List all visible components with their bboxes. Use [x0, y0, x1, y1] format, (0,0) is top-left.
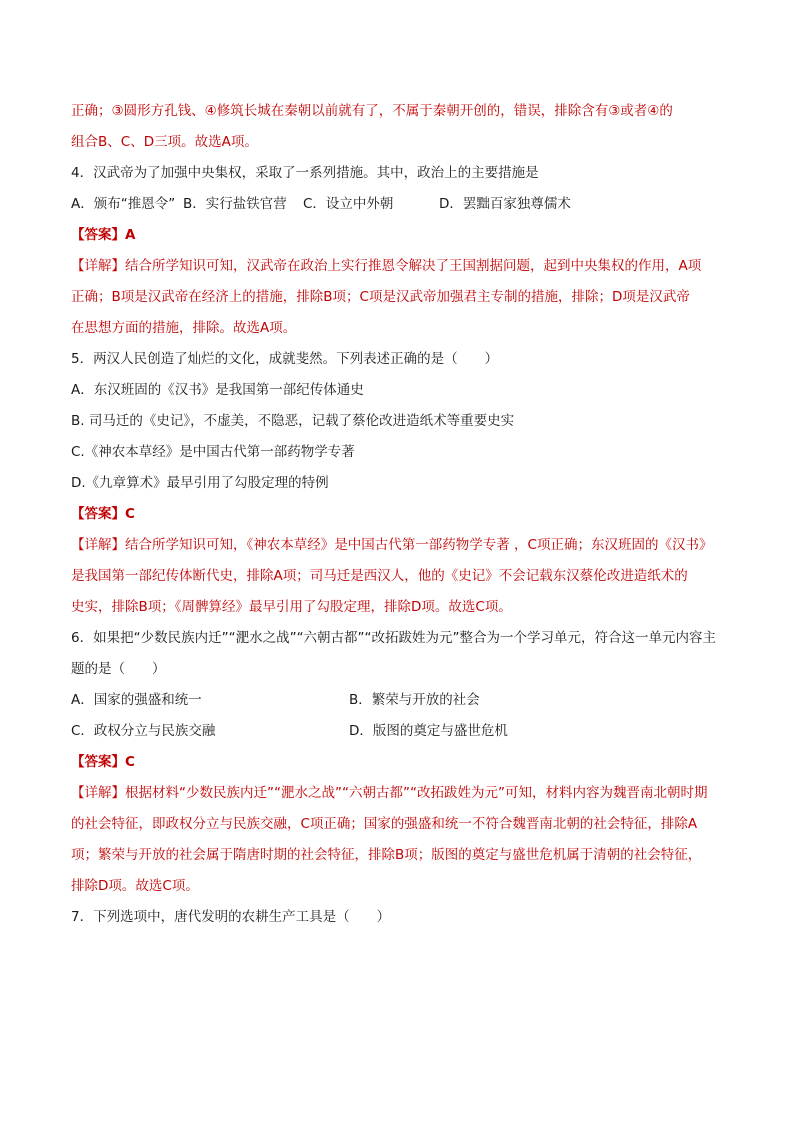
prev-analysis-line-2: 组合B、C、D三项。故选A项。 — [71, 134, 258, 150]
question-6-answer: 【答案】C — [71, 754, 135, 770]
question-5-option-a: A．东汉班固的《汉书》是我国第一部纪传体通史 — [71, 382, 364, 398]
question-4-option-c: C．设立中外朝 — [303, 196, 394, 212]
question-5-stem: 5．两汉人民创造了灿烂的文化，成就斐然。下列表述正确的是（ ） — [71, 351, 499, 367]
question-6-analysis-line-1: 【详解】根据材料“少数民族内迁”“淝水之战”“六朝古都”“改拓跋姓为元”可知，材料内容为魏晋南北朝时期 — [71, 785, 708, 801]
question-6-analysis-line-3: 项；繁荣与开放的社会属于隋唐时期的社会特征，排除B项；版图的奠定与盛世危机属于清朝的社会特征， — [71, 847, 702, 863]
question-6-stem-line-1: 6．如果把“少数民族内迁”“淝水之战”“六朝古都”“改拓跋姓为元”整合为一个学习单元，符合这一单元内容主 — [71, 630, 717, 646]
question-5-option-c: C.《神农本草经》是中国古代第一部药物学专著 — [71, 444, 355, 460]
question-5-option-d: D.《九章算术》最早引用了勾股定理的特例 — [71, 475, 329, 491]
question-6-stem-line-2: 题的是（ ） — [71, 661, 166, 677]
question-7-stem: 7．下列选项中，唐代发明的农耕生产工具是（ ） — [71, 909, 391, 925]
question-6-analysis-line-4: 排除D项。故选C项。 — [71, 878, 199, 894]
question-6-option-a: A．国家的强盛和统一 — [71, 692, 202, 708]
question-4-options — [71, 189, 723, 220]
question-4-option-b: B．实行盐铁官营 — [183, 196, 287, 212]
question-6-option-c: C．政权分立与民族交融 — [71, 723, 216, 739]
question-6-options-row-2 — [71, 716, 723, 747]
document-page — [71, 96, 723, 933]
question-4-answer: 【答案】A — [71, 227, 136, 243]
question-4-stem: 4．汉武帝为了加强中央集权，采取了一系列措施。其中，政治上的主要措施是 — [71, 165, 539, 181]
question-4-analysis-line-3: 在思想方面的措施，排除。故选A项。 — [71, 320, 297, 336]
question-4-analysis-line-2: 正确；B项是汉武帝在经济上的措施，排除B项；C项是汉武帝加强君主专制的措施，排除；D项是汉武帝 — [71, 289, 690, 305]
question-5-analysis-line-3: 史实，排除B项；《周髀算经》最早引用了勾股定理，排除D项。故选C项。 — [71, 599, 512, 615]
question-5-analysis-line-1: 【详解】结合所学知识可知，《神农本草经》是中国古代第一部药物学专著 ，C项正确；东汉班固的《汉书》 — [71, 537, 713, 553]
question-6-option-b: B．繁荣与开放的社会 — [349, 692, 480, 708]
question-5-analysis-line-2: 是我国第一部纪传体断代史，排除A项；司马迁是西汉人，他的《史记》不会记载东汉蔡伦改进造纸术的 — [71, 568, 688, 584]
question-4-option-d: D．罢黜百家独尊儒术 — [439, 196, 571, 212]
question-4-analysis-line-1: 【详解】结合所学知识可知，汉武帝在政治上实行推恩令解决了王国割据问题，起到中央集权的作用，A项 — [71, 258, 702, 274]
question-6-option-d: D．版图的奠定与盛世危机 — [349, 723, 508, 739]
question-6-analysis-line-2: 的社会特征，即政权分立与民族交融，C项正确；国家的强盛和统一不符合魏晋南北朝的社会特征，排除A — [71, 816, 698, 832]
question-6-options-row-1 — [71, 685, 723, 716]
question-5-option-b: B. 司马迁的《史记》，不虚美，不隐恶，记载了蔡伦改进造纸术等重要史实 — [71, 413, 515, 429]
question-4-option-a: A．颁布“推恩令” — [71, 196, 176, 212]
question-5-answer: 【答案】C — [71, 506, 135, 522]
prev-analysis-line-1: 正确；③圆形方孔钱、④修筑长城在秦朝以前就有了，不属于秦朝开创的，错误，排除含有③或者④的 — [71, 103, 673, 119]
